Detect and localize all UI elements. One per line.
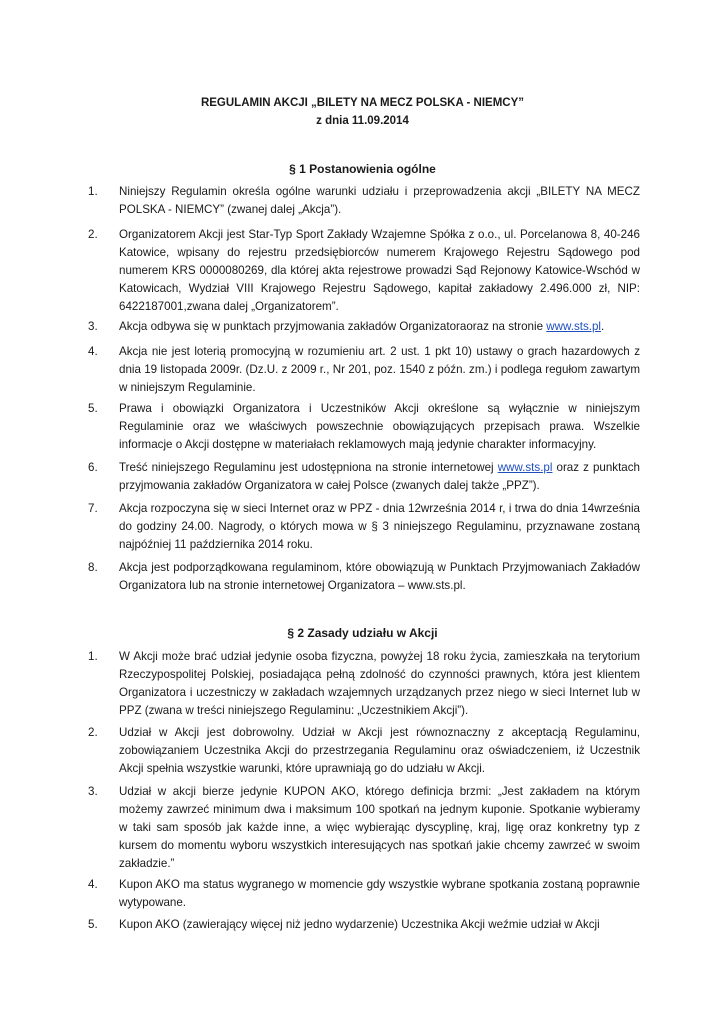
item-text-part: Akcja odbywa się w punktach przyjmowania zakładów Organizatoraoraz na stronie: [119, 320, 547, 333]
section-1-item-5: [88, 400, 640, 454]
item-text: [119, 318, 640, 336]
item-number: 2.: [88, 726, 98, 739]
item-text-part: .: [601, 320, 605, 333]
item-number: 1.: [88, 185, 98, 198]
section-1-item-6: [88, 459, 640, 495]
item-number: 1.: [88, 650, 98, 663]
item-text: Akcja nie jest loterią promocyjną w rozumieniu art. 2 ust. 1 pkt 10) ustawy o grach hazardowych z dnia 19 listopada 2009r. (Dz.U. z 2009 r., Nr 201, poz. 1540 z późn. zm.) i podlega regułom zawartym w niniejszym Regulaminie.: [119, 345, 640, 394]
item-number: 4.: [88, 345, 98, 358]
document-date: z dnia 11.09.2014: [316, 115, 409, 127]
item-number: 4.: [88, 878, 98, 891]
section-1-item-7: [88, 500, 640, 554]
item-number: 3.: [88, 320, 98, 333]
section-2-item-2: [88, 724, 640, 778]
section-1-item-8: [88, 559, 640, 595]
section-2-item-3: [88, 783, 640, 873]
section-1-item-4: [88, 343, 640, 397]
item-number: 8.: [88, 561, 98, 574]
section-1-item-3: [88, 318, 640, 336]
item-text: Akcja rozpoczyna się w sieci Internet oraz w PPZ - dnia 12września 2014 r, i trwa do dnia 14września do godziny 24.00. Nagrody, o których mowa w § 3 niniejszego Regulaminu, przyznawane zostaną najpóźniej 11 października 2014 roku.: [119, 502, 640, 551]
item-text: Udział w akcji bierze jedynie KUPON AKO, którego definicja brzmi: „Jest zakładem na którym możemy zawrzeć minimum dwa i maksimum 100 spotkań na jednym kuponie. Spotkanie wybieramy w taki sam sposób jak każde inne, a więc wybierając dyscyplinę, kraj, ligę oraz konkretny typ z kursem do momentu wyboru wszystkich interesujących nas spotkań jakie chcemy zawrzeć w swoim zakładzie.”: [119, 785, 640, 870]
item-text: W Akcji może brać udział jedynie osoba fizyczna, powyżej 18 roku życia, zamieszkała na terytorium Rzeczypospolitej Polskiej, posiadająca pełną zdolność do czynności prawnych, która jest klientem Organizatora i uczestniczy w zakładach wzajemnych urządzanych przez niego w sieci Internet lub w PPZ (zwana w treści niniejszego Regulaminu: „Uczestnikiem Akcji”).: [119, 650, 640, 717]
item-number: 6.: [88, 461, 98, 474]
item-number: 2.: [88, 228, 98, 241]
item-text: Udział w Akcji jest dobrowolny. Udział w Akcji jest równoznaczny z akceptacją Regulaminu, zobowiązaniem Uczestnika Akcji do przestrzegania Regulaminu oraz oświadczeniem, iż Uczestnik Akcji spełnia wszystkie warunki, które uprawniają go do udziału w Akcji.: [119, 726, 640, 775]
item-text: Prawa i obowiązki Organizatora i Uczestników Akcji określone są wyłącznie w niniejszym Regulaminie oraz we właściwych powszechnie obowiązujących przepisach prawa. Wszelkie informacje o Akcji dostępne w materiałach reklamowych mają jedynie charakter informacyjny.: [119, 402, 640, 451]
section-2-heading: § 2 Zasady udziału w Akcji: [287, 626, 438, 640]
item-number: 7.: [88, 502, 98, 515]
document-title: REGULAMIN AKCJI „BILETY NA MECZ POLSKA - NIEMCY”: [200, 97, 525, 109]
item-text: [119, 459, 640, 495]
section-2-item-1: [88, 648, 640, 720]
sts-link[interactable]: www.sts.pl: [497, 461, 553, 474]
item-text-part: oraz z punktach przyjmowania zakładów Organizatora w całej Polsce (zwanych dalej także „PPZ”).: [119, 461, 640, 492]
section-1-item-1: [88, 183, 640, 219]
item-text: Niniejszy Regulamin określa ogólne warunki udziału i przeprowadzenia akcji „BILETY NA MECZ POLSKA - NIEMCY” (zwanej dalej „Akcja”).: [119, 185, 640, 216]
section-2-item-4: [88, 876, 640, 912]
item-text-part: Treść niniejszego Regulaminu jest udostępniona na stronie internetowej: [119, 461, 498, 474]
section-1-item-2: [88, 226, 640, 316]
item-number: 5.: [88, 918, 98, 931]
item-number: 5.: [88, 402, 98, 415]
item-number: 3.: [88, 785, 98, 798]
section-1-heading: § 1 Postanowienia ogólne: [289, 162, 436, 176]
item-text: Akcja jest podporządkowana regulaminom, które obowiązują w Punktach Przyjmowaniach Zakładów Organizatora lub na stronie internetowej Organizatora – www.sts.pl.: [119, 561, 640, 592]
item-text: Kupon AKO ma status wygranego w momencie gdy wszystkie wybrane spotkania zostaną poprawnie wytypowane.: [119, 878, 640, 909]
item-text: Organizatorem Akcji jest Star-Typ Sport Zakłady Wzajemne Spółka z o.o., ul. Porcelanowa 8, 40-246 Katowice, wpisany do rejestru przedsiębiorców numerem Krajowego Rejestru Sądowego pod numerem KRS 0000080269, dla której akta rejestrowe prowadzi Sąd Rejonowy Katowice-Wschód w Katowicach, Wydział VIII Krajowego Rejestru Sądowego, kapitał zakładowy 2.496.000 zł, NIP: 6422187001,zwana dalej „Organizatorem”.: [119, 228, 640, 313]
sts-link[interactable]: www.sts.pl: [546, 320, 602, 333]
item-text: Kupon AKO (zawierający więcej niż jedno wydarzenie) Uczestnika Akcji weźmie udział w Akcji: [119, 918, 600, 931]
section-2-item-5: [88, 916, 640, 934]
